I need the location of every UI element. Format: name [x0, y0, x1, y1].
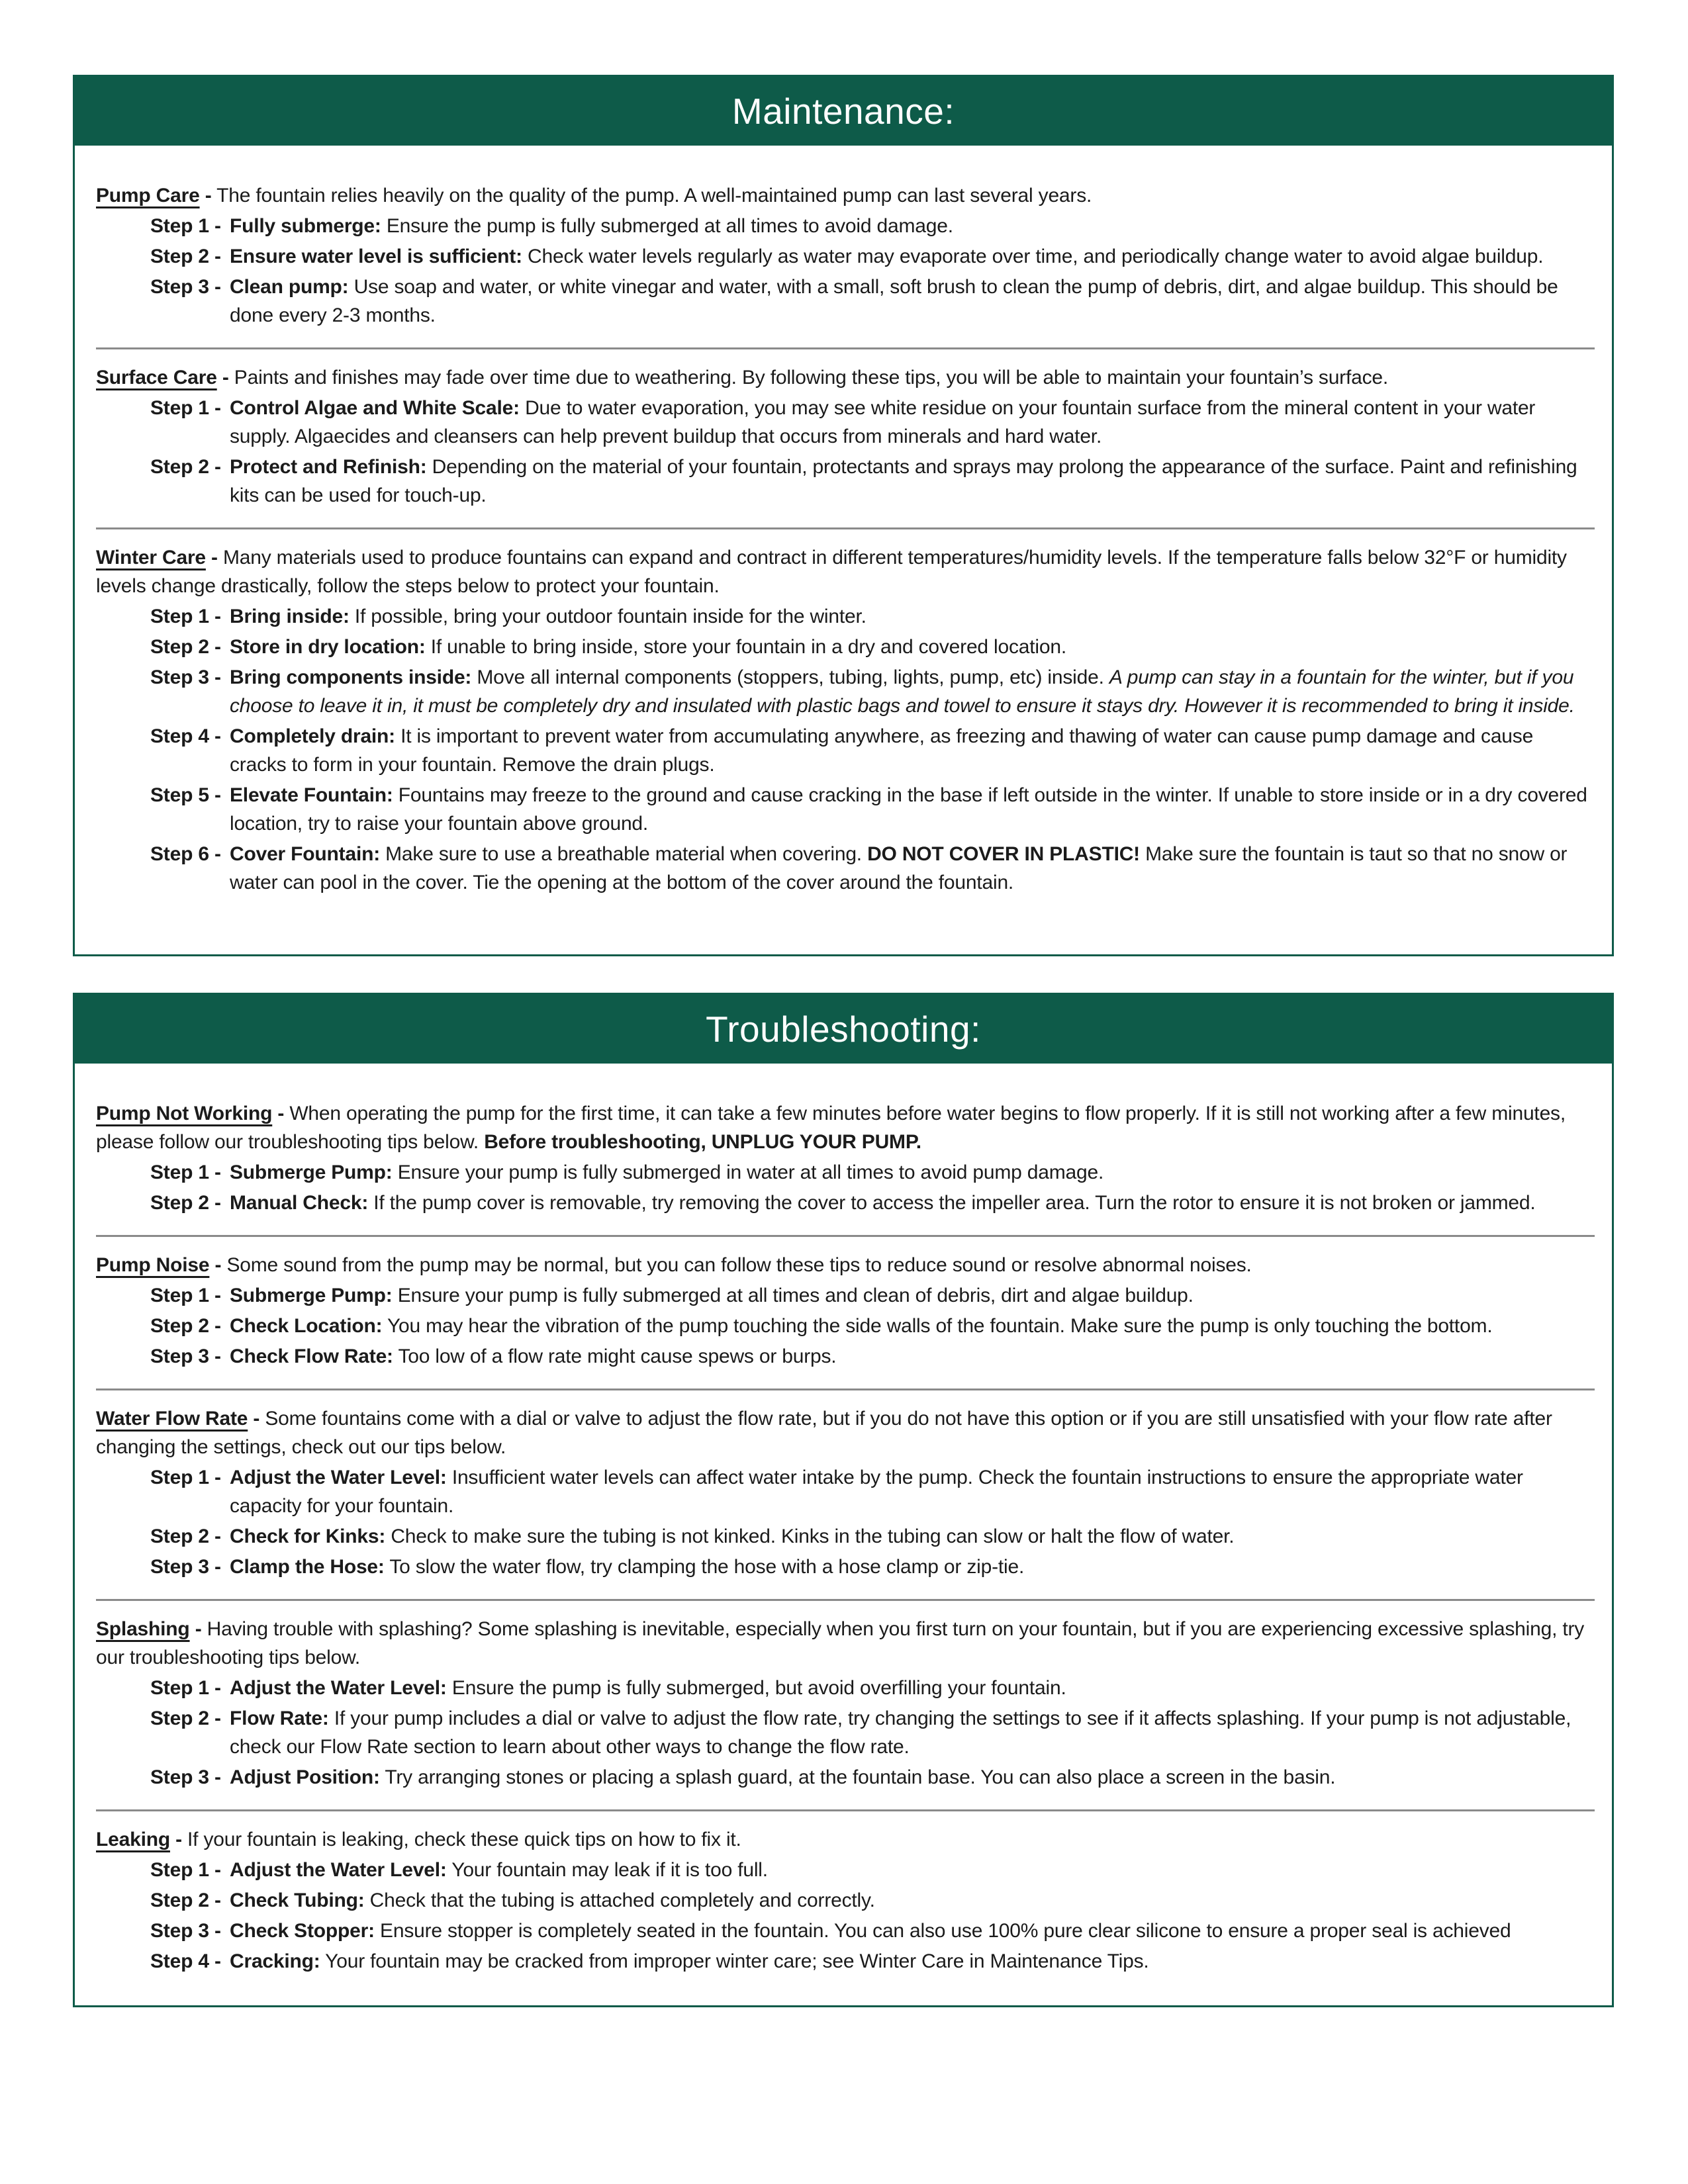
step-desc: Make sure to use a breathable material when covering. — [385, 843, 862, 865]
step-desc-after: Make sure the fountain is taut so that no snow or water can pool in the cover. Tie the opening at the bottom of the cover around the fountain. — [230, 843, 1568, 893]
topic-intro-text: Having trouble with splashing? Some splashing is inevitable, especially when you first turn on your fountain, but if you are experiencing excessive splashing, try our troubleshooting tips below. — [96, 1618, 1585, 1668]
step-text — [230, 1342, 1595, 1371]
step-text — [230, 1763, 1595, 1792]
topic-intro-text: Many materials used to produce fountains can expand and contract in different temperatures/humidity levels. If the temperature falls below 32°F or humidity levels change drastically, follow the steps below to protect your fountain. — [96, 547, 1567, 597]
step-text — [230, 394, 1595, 451]
step-label: Step 2 - — [150, 1315, 221, 1337]
step-text — [230, 1189, 1595, 1217]
step-text — [230, 1886, 1595, 1915]
step-label: Step 3 - — [150, 1345, 221, 1367]
step-lead: Adjust the Water Level: — [230, 1677, 447, 1699]
step-desc: If unable to bring inside, store your fountain in a dry and covered location. — [430, 636, 1066, 658]
step-desc: Ensure the pump is fully submerged, but avoid overfilling your fountain. — [451, 1677, 1066, 1699]
step-text — [230, 242, 1595, 271]
troubleshooting-content — [75, 1064, 1612, 1991]
step-desc: Ensure your pump is fully submerged at all times and clean of debris, dirt and algae buildup. — [397, 1285, 1194, 1306]
step-label: Step 4 - — [150, 1950, 221, 1972]
topic-intro-text: Some sound from the pump may be normal, but you can follow these tips to reduce sound or resolve abnormal noises. — [226, 1254, 1252, 1276]
step-label: Step 1 - — [150, 215, 221, 237]
step-lead: Flow Rate: — [230, 1707, 329, 1729]
topic-heading: Leaking — [96, 1829, 170, 1850]
maintenance-header — [75, 77, 1612, 146]
heading-separator: - — [222, 367, 229, 388]
step-desc: Check to make sure the tubing is not kinked. Kinks in the tubing can slow or halt the flow of water. — [391, 1525, 1235, 1547]
topic-intro — [96, 181, 1595, 210]
step-row — [150, 1947, 1595, 1976]
topic-intro-text: The fountain relies heavily on the quality of the pump. A well-maintained pump can last several years. — [216, 185, 1092, 206]
step-lead: Clamp the Hose: — [230, 1556, 385, 1578]
step-desc: Too low of a flow rate might cause spews or burps. — [398, 1345, 837, 1367]
step-text — [230, 273, 1595, 330]
step-lead: Bring components inside: — [230, 666, 472, 688]
step-text — [230, 1522, 1595, 1551]
step-row — [150, 453, 1595, 510]
topic-leaking — [96, 1825, 1595, 1976]
step-text — [230, 1312, 1595, 1340]
step-row — [150, 663, 1595, 720]
step-row — [150, 394, 1595, 451]
topic-splashing — [96, 1615, 1595, 1792]
step-row — [150, 1917, 1595, 1945]
step-lead: Completely drain: — [230, 725, 395, 747]
step-row — [150, 273, 1595, 330]
step-desc: Ensure stopper is completely seated in the fountain. You can also use 100% pure clear silicone to ensure a proper seal is achieved — [380, 1920, 1511, 1942]
step-text — [230, 453, 1595, 510]
step-text — [230, 1856, 1595, 1884]
topic-heading: Surface Care — [96, 367, 217, 388]
step-lead: Fully submerge: — [230, 215, 381, 237]
step-row — [150, 1886, 1595, 1915]
step-lead: Check Tubing: — [230, 1889, 365, 1911]
maintenance-content — [75, 146, 1612, 913]
step-text — [230, 663, 1595, 720]
step-desc: Due to water evaporation, you may see white residue on your fountain surface from the mineral content in your water supply. Algaecides and cleansers can help prevent buildup that occurs from minerals and hard water. — [230, 397, 1536, 447]
topic-divider — [96, 347, 1595, 349]
step-lead: Ensure water level is sufficient: — [230, 246, 522, 267]
step-row — [150, 1189, 1595, 1217]
step-desc: Check water levels regularly as water may evaporate over time, and periodically change water to avoid algae buildup. — [528, 246, 1544, 267]
step-desc: It is important to prevent water from accumulating anywhere, as freezing and thawing of water can cause pump damage and cause cracks to form in your fountain. Remove the drain plugs. — [230, 725, 1534, 776]
topic-intro-text: When operating the pump for the first time, it can take a few minutes before water begins to flow properly. If it is still not working after a few minutes, please follow our troubleshooting tips below. — [96, 1103, 1566, 1153]
step-text — [230, 781, 1595, 838]
step-lead: Control Algae and White Scale: — [230, 397, 520, 419]
step-label: Step 2 - — [150, 456, 221, 478]
step-lead: Clean pump: — [230, 276, 349, 298]
topic-intro — [96, 1825, 1595, 1854]
topic-heading: Pump Not Working — [96, 1103, 273, 1124]
step-lead: Check for Kinks: — [230, 1525, 386, 1547]
step-text — [230, 633, 1595, 661]
topic-divider — [96, 527, 1595, 529]
topic-divider — [96, 1599, 1595, 1601]
topic-intro-text: If your fountain is leaking, check these quick tips on how to fix it. — [187, 1829, 741, 1850]
step-desc: Fountains may freeze to the ground and cause cracking in the base if left outside in the winter. If unable to store inside or in a dry covered location, try to raise your fountain above ground. — [230, 784, 1587, 835]
step-label: Step 3 - — [150, 666, 221, 688]
step-desc: Insufficient water levels can affect water intake by the pump. Check the fountain instructions to ensure the appropriate water capacity for your fountain. — [230, 1467, 1523, 1517]
step-desc: Ensure your pump is fully submerged in water at all times to avoid pump damage. — [397, 1161, 1104, 1183]
step-lead: Bring inside: — [230, 606, 350, 627]
step-desc: If the pump cover is removable, try removing the cover to access the impeller area. Turn the rotor to ensure it is not broken or jammed. — [373, 1192, 1536, 1214]
step-row — [150, 1281, 1595, 1310]
step-row — [150, 1158, 1595, 1187]
step-text — [230, 212, 1595, 240]
step-lead: Adjust the Water Level: — [230, 1467, 447, 1488]
step-label: Step 3 - — [150, 1556, 221, 1578]
step-lead: Manual Check: — [230, 1192, 369, 1214]
topic-divider — [96, 1809, 1595, 1811]
step-row — [150, 1463, 1595, 1520]
step-row — [150, 840, 1595, 897]
step-label: Step 3 - — [150, 1766, 221, 1788]
heading-separator: - — [195, 1618, 202, 1640]
step-label: Step 2 - — [150, 1707, 221, 1729]
heading-separator: - — [211, 547, 218, 569]
step-label: Step 2 - — [150, 1192, 221, 1214]
heading-separator: - — [277, 1103, 285, 1124]
topic-intro — [96, 363, 1595, 392]
topic-heading: Water Flow Rate — [96, 1408, 248, 1430]
step-desc: Ensure the pump is fully submerged at all times to avoid damage. — [386, 215, 953, 237]
step-text — [230, 602, 1595, 631]
topic-heading: Winter Care — [96, 547, 206, 569]
step-text — [230, 1917, 1595, 1945]
step-row — [150, 633, 1595, 661]
step-row — [150, 1704, 1595, 1761]
topic-water-flow-rate — [96, 1404, 1595, 1581]
step-row — [150, 722, 1595, 779]
step-label: Step 1 - — [150, 1285, 221, 1306]
step-text — [230, 840, 1595, 897]
step-text — [230, 722, 1595, 779]
step-desc: Try arranging stones or placing a splash guard, at the fountain base. You can also place a screen in the basin. — [385, 1766, 1336, 1788]
step-row — [150, 1674, 1595, 1702]
step-label: Step 5 - — [150, 784, 221, 806]
step-lead: Submerge Pump: — [230, 1161, 393, 1183]
step-label: Step 6 - — [150, 843, 221, 865]
step-desc: If possible, bring your outdoor fountain inside for the winter. — [354, 606, 867, 627]
step-desc: Use soap and water, or white vinegar and water, with a small, soft brush to clean the pump of debris, dirt, and algae buildup. This should be done every 2-3 months. — [230, 276, 1558, 326]
topic-intro — [96, 1404, 1595, 1461]
step-label: Step 2 - — [150, 1889, 221, 1911]
step-text — [230, 1158, 1595, 1187]
step-desc-italic: A pump can stay in a fountain for the winter, but if you choose to leave it in, it must be completely dry and insulated with plastic bags and towel to ensure it stays dry. However it is recommended to bring it inside. — [230, 666, 1575, 717]
step-desc: If your pump includes a dial or valve to adjust the flow rate, try changing the settings to see if it affects splashing. If your pump is not adjustable, check our Flow Rate section to learn about other ways to change the flow rate. — [230, 1707, 1571, 1758]
topic-intro-text: Some fountains come with a dial or valve to adjust the flow rate, but if you do not have this option or if you are still unsatisfied with your flow rate after changing the settings, check out our tips below. — [96, 1408, 1552, 1458]
step-label: Step 4 - — [150, 725, 221, 747]
troubleshooting-header — [75, 995, 1612, 1064]
topic-pump-care — [96, 181, 1595, 330]
topic-heading: Pump Care — [96, 185, 200, 206]
troubleshooting-section — [73, 993, 1614, 2007]
step-label: Step 2 - — [150, 246, 221, 267]
topic-pump-noise — [96, 1251, 1595, 1371]
step-row — [150, 1522, 1595, 1551]
step-text — [230, 1281, 1595, 1310]
step-row — [150, 781, 1595, 838]
topic-winter-care — [96, 543, 1595, 897]
step-label: Step 2 - — [150, 1525, 221, 1547]
topic-heading: Pump Noise — [96, 1254, 210, 1276]
topic-surface-care — [96, 363, 1595, 510]
step-text — [230, 1463, 1595, 1520]
step-lead: Adjust the Water Level: — [230, 1859, 447, 1881]
step-text — [230, 1704, 1595, 1761]
step-row — [150, 1553, 1595, 1581]
step-desc: Depending on the material of your fountain, protectants and sprays may prolong the appearance of the surface. Paint and refinishing kits can be used for touch-up. — [230, 456, 1577, 506]
step-label: Step 1 - — [150, 1677, 221, 1699]
step-lead: Adjust Position: — [230, 1766, 380, 1788]
step-desc: Move all internal components (stoppers, tubing, lights, pump, etc) inside. — [477, 666, 1104, 688]
topic-divider — [96, 1235, 1595, 1237]
step-desc-bold: DO NOT COVER IN PLASTIC! — [867, 843, 1140, 865]
topic-divider — [96, 1388, 1595, 1390]
step-label: Step 1 - — [150, 1859, 221, 1881]
heading-separator: - — [214, 1254, 222, 1276]
step-desc: To slow the water flow, try clamping the hose with a hose clamp or zip-tie. — [389, 1556, 1025, 1578]
topic-pump-not-working — [96, 1099, 1595, 1217]
section-title: Troubleshooting: — [706, 1009, 981, 1050]
heading-separator: - — [205, 185, 212, 206]
step-lead: Store in dry location: — [230, 636, 426, 658]
section-title: Maintenance: — [731, 91, 955, 132]
topic-intro — [96, 1251, 1595, 1279]
topic-intro — [96, 1615, 1595, 1672]
step-row — [150, 1312, 1595, 1340]
step-label: Step 1 - — [150, 397, 221, 419]
heading-separator: - — [253, 1408, 260, 1430]
step-lead: Cover Fountain: — [230, 843, 380, 865]
topic-heading: Splashing — [96, 1618, 190, 1640]
step-text — [230, 1674, 1595, 1702]
step-text — [230, 1947, 1595, 1976]
step-text — [230, 1553, 1595, 1581]
topic-intro-bold: Before troubleshooting, UNPLUG YOUR PUMP. — [484, 1131, 921, 1153]
step-row — [150, 1856, 1595, 1884]
topic-intro — [96, 1099, 1595, 1156]
step-lead: Check Stopper: — [230, 1920, 375, 1942]
maintenance-section — [73, 75, 1614, 956]
step-lead: Elevate Fountain: — [230, 784, 393, 806]
step-label: Step 2 - — [150, 636, 221, 658]
step-lead: Check Location: — [230, 1315, 383, 1337]
step-desc: You may hear the vibration of the pump touching the side walls of the fountain. Make sure the pump is only touching the bottom. — [387, 1315, 1493, 1337]
step-desc: Your fountain may be cracked from improper winter care; see Winter Care in Maintenance Tips. — [325, 1950, 1149, 1972]
step-label: Step 3 - — [150, 1920, 221, 1942]
step-row — [150, 1763, 1595, 1792]
step-row — [150, 212, 1595, 240]
topic-intro — [96, 543, 1595, 600]
topic-intro-text: Paints and finishes may fade over time due to weathering. By following these tips, you will be able to maintain your fountain’s surface. — [234, 367, 1389, 388]
step-row — [150, 1342, 1595, 1371]
step-lead: Submerge Pump: — [230, 1285, 393, 1306]
step-row — [150, 242, 1595, 271]
step-row — [150, 602, 1595, 631]
step-lead: Protect and Refinish: — [230, 456, 427, 478]
step-label: Step 1 - — [150, 1467, 221, 1488]
step-desc: Check that the tubing is attached completely and correctly. — [369, 1889, 875, 1911]
heading-separator: - — [175, 1829, 182, 1850]
step-lead: Check Flow Rate: — [230, 1345, 393, 1367]
step-label: Step 3 - — [150, 276, 221, 298]
step-lead: Cracking: — [230, 1950, 320, 1972]
step-desc: Your fountain may leak if it is too full. — [451, 1859, 768, 1881]
step-label: Step 1 - — [150, 1161, 221, 1183]
step-label: Step 1 - — [150, 606, 221, 627]
